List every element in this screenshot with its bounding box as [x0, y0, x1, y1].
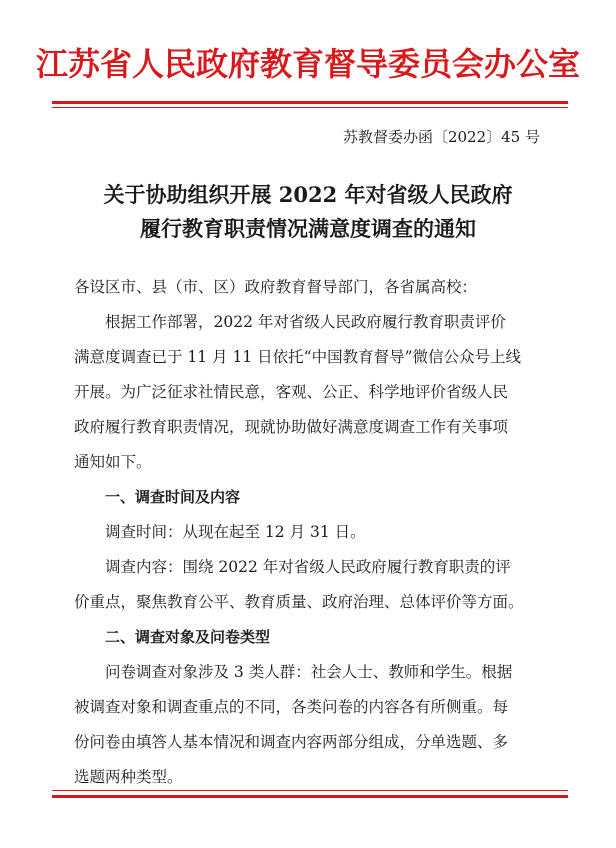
survey-content-paragraph [74, 550, 546, 620]
survey-target-line: 份问卷由填答人基本情况和调查内容两部分组成，分单选题、多 [74, 733, 509, 751]
salutation: 各设区市、县（市、区）政府教育督导部门，各省属高校： [74, 278, 478, 296]
intro-line: 通知如下。 [74, 453, 152, 471]
survey-target-paragraph [74, 655, 546, 795]
survey-target-line: 选题两种类型。 [74, 768, 183, 786]
header-rule-thick [52, 101, 568, 104]
intro-line: 满意度调查已于 11 月 11 日依托“中国教育督导”微信公众号上线 [74, 348, 522, 366]
header-rule-thin [52, 107, 568, 108]
document-number: 苏教督委办函〔2022〕45 号 [342, 128, 540, 146]
intro-line: 开展。为广泛征求社情民意，客观、公正、科学地评价省级人民 [74, 383, 509, 401]
document-title-line-1: 关于协助组织开展 2022 年对省级人民政府 [103, 182, 513, 207]
survey-target-line: 问卷调查对象涉及 3 类人群：社会人士、教师和学生。根据 [105, 663, 513, 681]
survey-time: 调查时间：从现在起至 12 月 31 日。 [105, 523, 366, 541]
document-title [0, 178, 616, 246]
issuing-office-title: 江苏省人民政府教育督导委员会办公室 [35, 45, 580, 83]
section-2-heading: 二、调查对象及问卷类型 [105, 628, 271, 646]
document-title-line-2: 履行教育职责情况满意度调查的通知 [140, 216, 476, 241]
section-1-heading: 一、调查时间及内容 [105, 488, 241, 506]
footer-rule-thick [52, 795, 568, 798]
survey-content-line: 调查内容：围绕 2022 年对省级人民政府履行教育职责的评 [105, 558, 511, 576]
footer-rule-thin [52, 790, 568, 791]
intro-line: 政府履行教育职责情况，现就协助做好满意度调查工作有关事项 [74, 418, 509, 436]
intro-paragraph [74, 305, 546, 480]
survey-target-line: 被调查对象和调查重点的不同，各类问卷的内容各有所侧重。每 [74, 698, 509, 716]
intro-line: 根据工作部署，2022 年对省级人民政府履行教育职责评价 [105, 313, 506, 331]
survey-content-line: 价重点，聚焦教育公平、教育质量、政府治理、总体评价等方面。 [74, 593, 524, 611]
document-body [74, 270, 546, 795]
